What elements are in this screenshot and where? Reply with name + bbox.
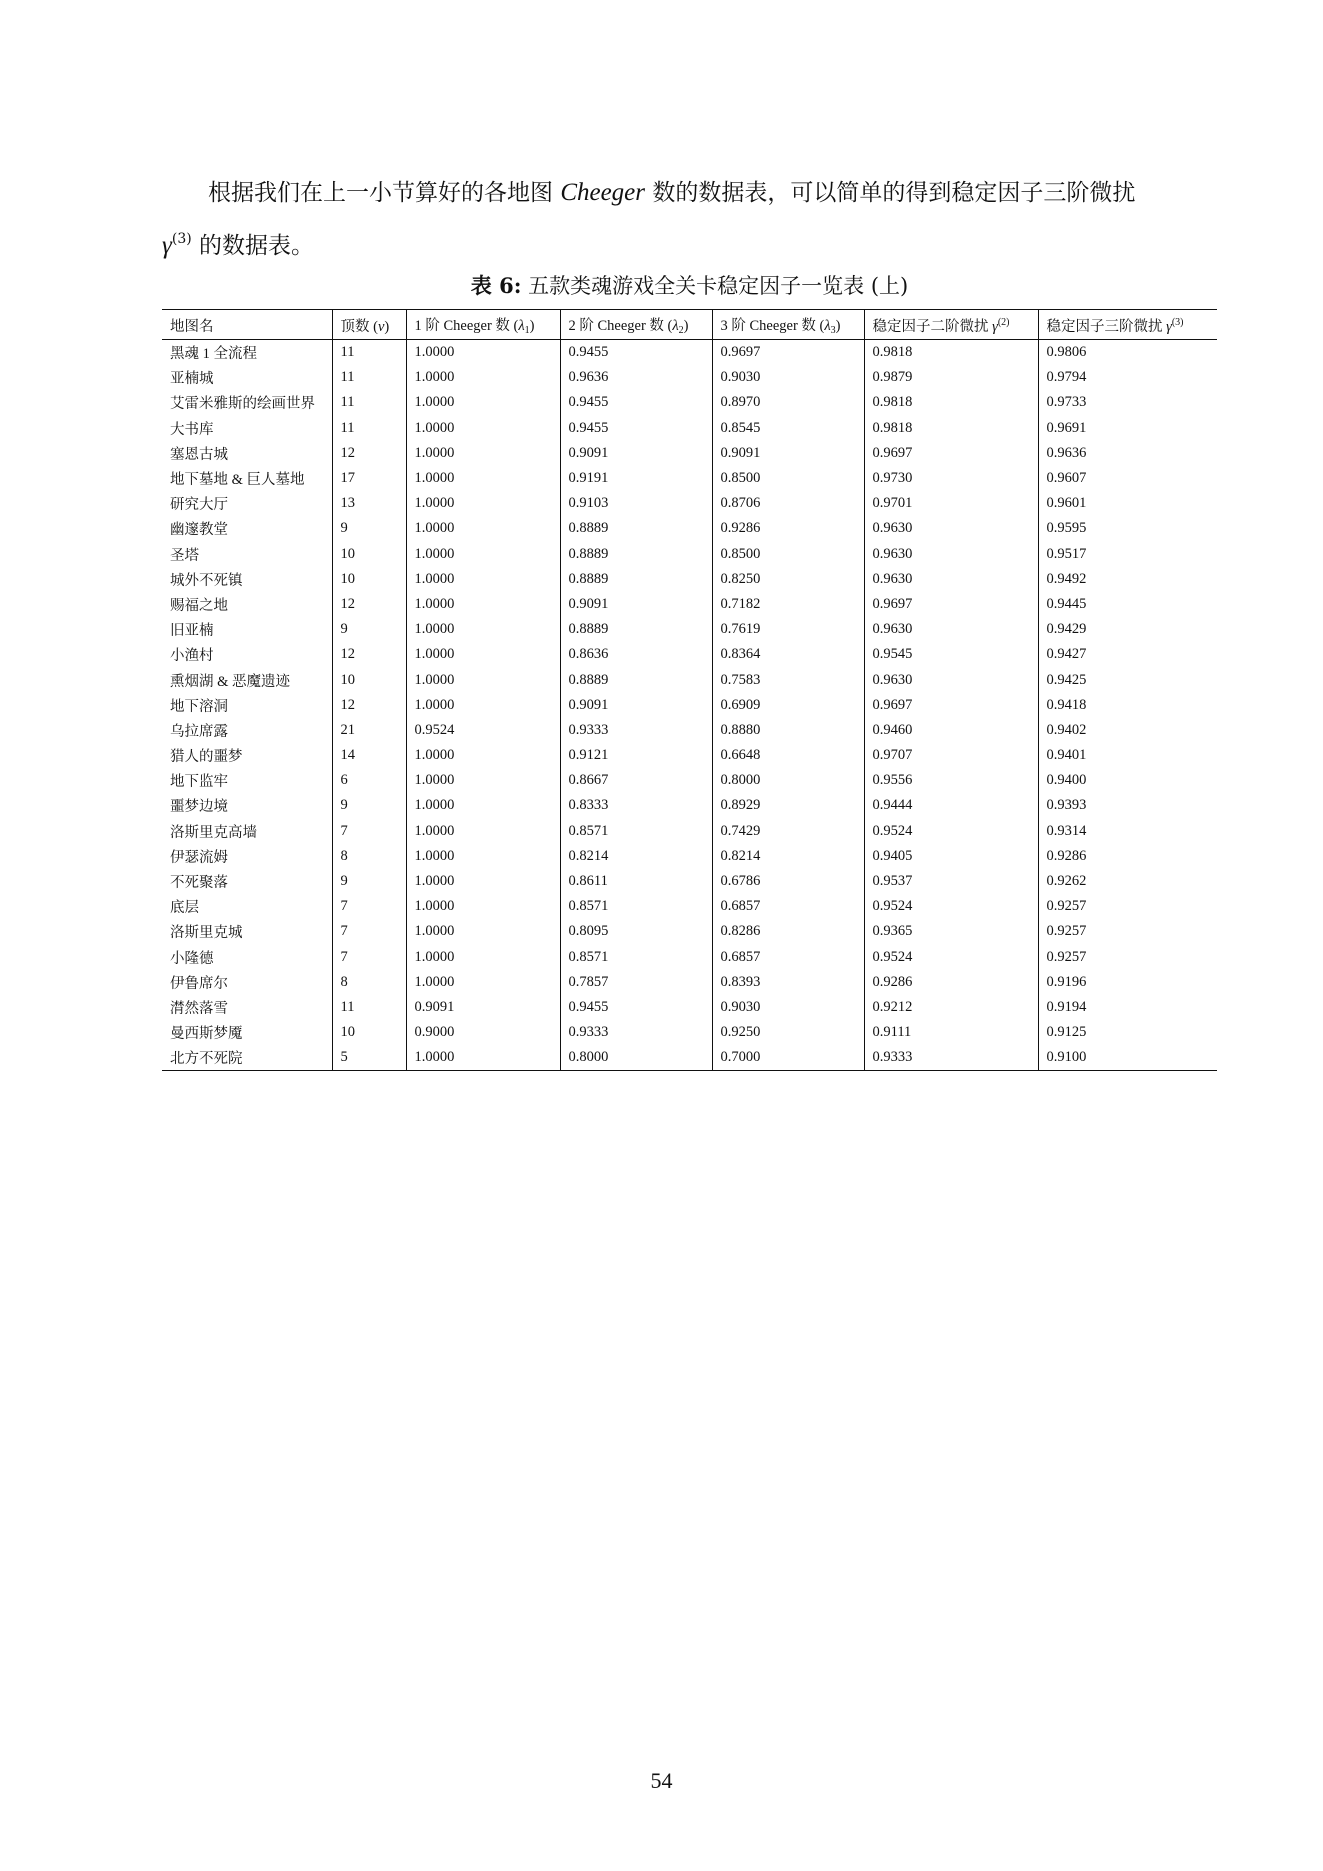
cell-gamma2: 0.9630 <box>864 617 1038 642</box>
cell-map-name: 曼西斯梦魇 <box>170 1026 243 1043</box>
cell-lambda2: 0.9121 <box>560 743 712 768</box>
cell-vertex-count: 21 <box>332 718 406 743</box>
cell-lambda2: 0.9333 <box>560 718 712 743</box>
cell-lambda1: 1.0000 <box>406 416 560 441</box>
cell-gamma3: 0.9400 <box>1038 768 1217 793</box>
cell-lambda1: 1.0000 <box>406 516 560 541</box>
cell-map-name: 圣塔 <box>170 547 199 564</box>
cell-gamma3: 0.9262 <box>1038 869 1217 894</box>
table-row <box>162 819 1217 844</box>
cell-vertex-count: 9 <box>332 617 406 642</box>
intro-paragraph <box>162 170 1167 269</box>
caption-title: 五款类魂游戏全关卡稳定因子一览表 (上) <box>521 274 909 298</box>
table-row <box>162 667 1217 692</box>
cell-vertex-count: 6 <box>332 768 406 793</box>
cell-gamma2: 0.9212 <box>864 995 1038 1020</box>
cell-lambda1: 1.0000 <box>406 491 560 516</box>
cell-lambda2: 0.8095 <box>560 919 712 944</box>
cell-gamma3: 0.9257 <box>1038 945 1217 970</box>
cell-lambda1: 1.0000 <box>406 642 560 667</box>
table-row <box>162 642 1217 667</box>
cell-gamma2: 0.9444 <box>864 793 1038 818</box>
cell-gamma2: 0.9879 <box>864 365 1038 390</box>
table-row <box>162 617 1217 642</box>
table-row <box>162 693 1217 718</box>
cell-gamma3: 0.9607 <box>1038 466 1217 491</box>
intro-text-3: 的数据表。 <box>191 233 315 259</box>
cell-gamma3: 0.9517 <box>1038 542 1217 567</box>
cell-lambda2: 0.9091 <box>560 592 712 617</box>
cell-gamma3: 0.9418 <box>1038 693 1217 718</box>
cell-lambda1: 1.0000 <box>406 542 560 567</box>
cell-vertex-count: 10 <box>332 567 406 592</box>
cell-lambda3: 0.9030 <box>712 365 864 390</box>
cell-lambda3: 0.7619 <box>712 617 864 642</box>
cell-lambda3: 0.7429 <box>712 819 864 844</box>
cell-map-name: 伊瑟流姆 <box>170 849 228 866</box>
table-row <box>162 466 1217 491</box>
table-caption <box>162 270 1217 300</box>
cell-gamma2: 0.9701 <box>864 491 1038 516</box>
cell-gamma3: 0.9314 <box>1038 819 1217 844</box>
cell-lambda2: 0.8889 <box>560 542 712 567</box>
cell-lambda1: 1.0000 <box>406 768 560 793</box>
cell-gamma3: 0.9257 <box>1038 919 1217 944</box>
cell-gamma2: 0.9524 <box>864 945 1038 970</box>
cell-gamma3: 0.9393 <box>1038 793 1217 818</box>
cell-lambda2: 0.8611 <box>560 869 712 894</box>
cell-lambda2: 0.8889 <box>560 617 712 642</box>
cell-lambda2: 0.8889 <box>560 567 712 592</box>
cell-map-name: 潸然落雪 <box>170 1000 228 1017</box>
cell-lambda1: 0.9091 <box>406 995 560 1020</box>
cell-map-name: 幽邃教堂 <box>170 522 228 539</box>
cell-gamma2: 0.9537 <box>864 869 1038 894</box>
table-row <box>162 365 1217 390</box>
header-count: 顶数 (v) <box>332 310 406 340</box>
cell-vertex-count: 11 <box>332 390 406 415</box>
cell-gamma2: 0.9697 <box>864 693 1038 718</box>
table-row <box>162 869 1217 894</box>
cell-gamma2: 0.9630 <box>864 542 1038 567</box>
cell-vertex-count: 17 <box>332 466 406 491</box>
cell-lambda3: 0.9697 <box>712 340 864 366</box>
cell-gamma3: 0.9595 <box>1038 516 1217 541</box>
cell-map-name: 猎人的噩梦 <box>170 749 243 766</box>
cell-gamma3: 0.9429 <box>1038 617 1217 642</box>
cell-lambda3: 0.8500 <box>712 542 864 567</box>
intro-text-1: 根据我们在上一小节算好的各地图 <box>208 180 561 206</box>
table-body <box>162 340 1217 1071</box>
cell-gamma3: 0.9492 <box>1038 567 1217 592</box>
cell-vertex-count: 9 <box>332 869 406 894</box>
cell-lambda1: 1.0000 <box>406 970 560 995</box>
cell-gamma2: 0.9707 <box>864 743 1038 768</box>
cell-gamma3: 0.9733 <box>1038 390 1217 415</box>
cell-lambda1: 1.0000 <box>406 567 560 592</box>
cell-lambda1: 1.0000 <box>406 793 560 818</box>
cell-lambda2: 0.8636 <box>560 642 712 667</box>
cell-gamma2: 0.9524 <box>864 894 1038 919</box>
cell-lambda3: 0.6786 <box>712 869 864 894</box>
cell-vertex-count: 10 <box>332 1020 406 1045</box>
cell-gamma3: 0.9402 <box>1038 718 1217 743</box>
cell-lambda3: 0.8545 <box>712 416 864 441</box>
cell-lambda1: 1.0000 <box>406 869 560 894</box>
cell-lambda2: 0.8667 <box>560 768 712 793</box>
cell-lambda2: 0.9091 <box>560 441 712 466</box>
cell-lambda3: 0.6909 <box>712 693 864 718</box>
cell-vertex-count: 7 <box>332 894 406 919</box>
cell-lambda3: 0.8364 <box>712 642 864 667</box>
caption-label: 表 6: <box>470 273 522 298</box>
cell-gamma3: 0.9427 <box>1038 642 1217 667</box>
cell-lambda3: 0.6857 <box>712 945 864 970</box>
cell-map-name: 地下监牢 <box>170 774 228 791</box>
table-row <box>162 390 1217 415</box>
cell-vertex-count: 10 <box>332 667 406 692</box>
cell-lambda1: 1.0000 <box>406 390 560 415</box>
cell-lambda2: 0.9103 <box>560 491 712 516</box>
cell-gamma3: 0.9257 <box>1038 894 1217 919</box>
cell-gamma3: 0.9601 <box>1038 491 1217 516</box>
cell-lambda3: 0.8706 <box>712 491 864 516</box>
cell-vertex-count: 14 <box>332 743 406 768</box>
cell-map-name: 熏烟湖 & 恶魔遗迹 <box>170 673 291 690</box>
cell-gamma3: 0.9445 <box>1038 592 1217 617</box>
cell-map-name: 噩梦边境 <box>170 799 228 816</box>
header-lambda3: 3 阶 Cheeger 数 $(\lambda_3)$ <box>712 310 864 340</box>
cell-gamma3: 0.9425 <box>1038 667 1217 692</box>
cell-map-name: 大书库 <box>170 421 214 438</box>
cell-map-name: 旧亚楠 <box>170 623 214 640</box>
cell-vertex-count: 9 <box>332 516 406 541</box>
cell-lambda2: 0.8333 <box>560 793 712 818</box>
cell-map-name: 底层 <box>170 900 199 917</box>
cell-lambda2: 0.8571 <box>560 945 712 970</box>
cell-lambda1: 1.0000 <box>406 667 560 692</box>
table-row <box>162 793 1217 818</box>
cell-lambda3: 0.8929 <box>712 793 864 818</box>
cell-lambda1: 1.0000 <box>406 441 560 466</box>
header-lambda1: 1 阶 Cheeger 数 $(\lambda_1)$ <box>406 310 560 340</box>
cell-map-name: 亚楠城 <box>170 371 214 388</box>
cell-gamma2: 0.9333 <box>864 1045 1038 1071</box>
table-row <box>162 340 1217 366</box>
table-row <box>162 1020 1217 1045</box>
cell-gamma2: 0.9545 <box>864 642 1038 667</box>
cell-lambda1: 1.0000 <box>406 466 560 491</box>
cell-lambda3: 0.8000 <box>712 768 864 793</box>
cell-lambda3: 0.8970 <box>712 390 864 415</box>
cell-vertex-count: 5 <box>332 1045 406 1071</box>
table-row <box>162 516 1217 541</box>
cell-map-name: 研究大厅 <box>170 497 228 514</box>
cell-gamma2: 0.9630 <box>864 667 1038 692</box>
table-row <box>162 441 1217 466</box>
cell-lambda3: 0.8214 <box>712 844 864 869</box>
cell-lambda3: 0.8286 <box>712 919 864 944</box>
cell-gamma2: 0.9365 <box>864 919 1038 944</box>
cell-lambda3: 0.8393 <box>712 970 864 995</box>
cell-gamma3: 0.9794 <box>1038 365 1217 390</box>
cell-gamma3: 0.9125 <box>1038 1020 1217 1045</box>
cell-lambda2: 0.8214 <box>560 844 712 869</box>
cell-vertex-count: 11 <box>332 365 406 390</box>
table-row <box>162 491 1217 516</box>
cell-lambda3: 0.7182 <box>712 592 864 617</box>
cell-map-name: 洛斯里克高墙 <box>170 824 257 841</box>
table-row <box>162 718 1217 743</box>
cell-lambda1: 1.0000 <box>406 617 560 642</box>
cell-lambda3: 0.9286 <box>712 516 864 541</box>
cell-gamma2: 0.9818 <box>864 340 1038 366</box>
table-row <box>162 1045 1217 1071</box>
intro-text-2: 数的数据表，可以简单的得到稳定因子三阶微扰 <box>645 180 1136 206</box>
cell-lambda3: 0.6648 <box>712 743 864 768</box>
cell-lambda3: 0.8880 <box>712 718 864 743</box>
cell-map-name: 黑魂 1 全流程 <box>170 346 257 363</box>
cell-vertex-count: 12 <box>332 592 406 617</box>
cell-map-name: 北方不死院 <box>170 1051 243 1068</box>
cell-lambda2: 0.9455 <box>560 995 712 1020</box>
cell-gamma2: 0.9818 <box>864 416 1038 441</box>
table-row <box>162 995 1217 1020</box>
stability-table <box>162 309 1217 1071</box>
table-row <box>162 894 1217 919</box>
table-row <box>162 743 1217 768</box>
cell-gamma3: 0.9636 <box>1038 441 1217 466</box>
cell-map-name: 洛斯里克城 <box>170 925 243 942</box>
cell-vertex-count: 8 <box>332 970 406 995</box>
table-header-row <box>162 310 1217 340</box>
intro-term: Cheeger <box>560 179 646 206</box>
cell-map-name: 伊鲁席尔 <box>170 975 228 992</box>
intro-superscript: (3) <box>171 231 192 247</box>
cell-lambda2: 0.8571 <box>560 819 712 844</box>
table-row <box>162 844 1217 869</box>
cell-lambda2: 0.9333 <box>560 1020 712 1045</box>
cell-vertex-count: 9 <box>332 793 406 818</box>
cell-map-name: 城外不死镇 <box>170 572 243 589</box>
cell-lambda2: 0.9191 <box>560 466 712 491</box>
cell-lambda3: 0.9250 <box>712 1020 864 1045</box>
cell-gamma2: 0.9524 <box>864 819 1038 844</box>
intro-symbol: γ <box>162 232 172 259</box>
cell-lambda2: 0.9455 <box>560 340 712 366</box>
cell-lambda1: 0.9000 <box>406 1020 560 1045</box>
table-row <box>162 416 1217 441</box>
cell-gamma3: 0.9286 <box>1038 844 1217 869</box>
cell-vertex-count: 8 <box>332 844 406 869</box>
cell-lambda1: 1.0000 <box>406 743 560 768</box>
cell-lambda3: 0.7000 <box>712 1045 864 1071</box>
cell-vertex-count: 12 <box>332 441 406 466</box>
cell-lambda3: 0.7583 <box>712 667 864 692</box>
table-row <box>162 567 1217 592</box>
cell-lambda3: 0.8250 <box>712 567 864 592</box>
cell-lambda1: 1.0000 <box>406 945 560 970</box>
cell-gamma3: 0.9194 <box>1038 995 1217 1020</box>
cell-gamma2: 0.9630 <box>864 567 1038 592</box>
cell-lambda2: 0.8000 <box>560 1045 712 1071</box>
cell-gamma3: 0.9401 <box>1038 743 1217 768</box>
cell-gamma2: 0.9697 <box>864 592 1038 617</box>
cell-vertex-count: 12 <box>332 693 406 718</box>
cell-lambda1: 0.9524 <box>406 718 560 743</box>
cell-lambda1: 1.0000 <box>406 1045 560 1071</box>
cell-gamma3: 0.9196 <box>1038 970 1217 995</box>
cell-map-name: 塞恩古城 <box>170 446 228 463</box>
cell-lambda1: 1.0000 <box>406 919 560 944</box>
cell-lambda2: 0.8889 <box>560 667 712 692</box>
cell-map-name: 地下墓地 & 巨人墓地 <box>170 472 305 489</box>
cell-gamma2: 0.9556 <box>864 768 1038 793</box>
cell-vertex-count: 13 <box>332 491 406 516</box>
table-row <box>162 592 1217 617</box>
cell-lambda3: 0.6857 <box>712 894 864 919</box>
cell-lambda2: 0.9455 <box>560 416 712 441</box>
header-lambda2: 2 阶 Cheeger 数 $(\lambda_2)$ <box>560 310 712 340</box>
cell-gamma2: 0.9818 <box>864 390 1038 415</box>
cell-gamma3: 0.9806 <box>1038 340 1217 366</box>
cell-vertex-count: 11 <box>332 416 406 441</box>
cell-vertex-count: 7 <box>332 819 406 844</box>
cell-map-name: 赐福之地 <box>170 597 228 614</box>
cell-lambda1: 1.0000 <box>406 819 560 844</box>
cell-vertex-count: 11 <box>332 340 406 366</box>
header-gamma3: 稳定因子三阶微扰 $\gamma^{(3)}$ <box>1038 310 1217 340</box>
header-name: 地图名 <box>170 318 214 335</box>
table-row <box>162 970 1217 995</box>
cell-lambda3: 0.8500 <box>712 466 864 491</box>
cell-vertex-count: 11 <box>332 995 406 1020</box>
cell-vertex-count: 7 <box>332 919 406 944</box>
cell-gamma2: 0.9405 <box>864 844 1038 869</box>
cell-map-name: 不死聚落 <box>170 875 228 892</box>
cell-lambda2: 0.8571 <box>560 894 712 919</box>
cell-map-name: 地下溶洞 <box>170 698 228 715</box>
cell-vertex-count: 12 <box>332 642 406 667</box>
cell-lambda2: 0.9636 <box>560 365 712 390</box>
cell-map-name: 小渔村 <box>170 648 214 665</box>
cell-gamma3: 0.9100 <box>1038 1045 1217 1071</box>
cell-lambda2: 0.9091 <box>560 693 712 718</box>
page-number: 54 <box>650 1768 673 1793</box>
cell-map-name: 艾雷米雅斯的绘画世界 <box>170 396 315 413</box>
cell-vertex-count: 10 <box>332 542 406 567</box>
header-gamma2: 稳定因子二阶微扰 $\gamma^{(2)}$ <box>864 310 1038 340</box>
cell-lambda2: 0.7857 <box>560 970 712 995</box>
cell-lambda2: 0.9455 <box>560 390 712 415</box>
cell-map-name: 小隆德 <box>170 950 214 967</box>
cell-gamma2: 0.9697 <box>864 441 1038 466</box>
cell-gamma2: 0.9286 <box>864 970 1038 995</box>
cell-lambda1: 1.0000 <box>406 592 560 617</box>
cell-gamma2: 0.9730 <box>864 466 1038 491</box>
cell-gamma2: 0.9460 <box>864 718 1038 743</box>
cell-lambda1: 1.0000 <box>406 340 560 366</box>
cell-lambda1: 1.0000 <box>406 693 560 718</box>
cell-map-name: 乌拉席露 <box>170 723 228 740</box>
cell-gamma3: 0.9691 <box>1038 416 1217 441</box>
table-row <box>162 542 1217 567</box>
cell-lambda1: 1.0000 <box>406 844 560 869</box>
cell-lambda2: 0.8889 <box>560 516 712 541</box>
table-row <box>162 919 1217 944</box>
cell-lambda1: 1.0000 <box>406 365 560 390</box>
cell-gamma2: 0.9111 <box>864 1020 1038 1045</box>
table-row <box>162 768 1217 793</box>
cell-lambda3: 0.9091 <box>712 441 864 466</box>
cell-gamma2: 0.9630 <box>864 516 1038 541</box>
cell-lambda1: 1.0000 <box>406 894 560 919</box>
table-row <box>162 945 1217 970</box>
cell-lambda3: 0.9030 <box>712 995 864 1020</box>
cell-vertex-count: 7 <box>332 945 406 970</box>
